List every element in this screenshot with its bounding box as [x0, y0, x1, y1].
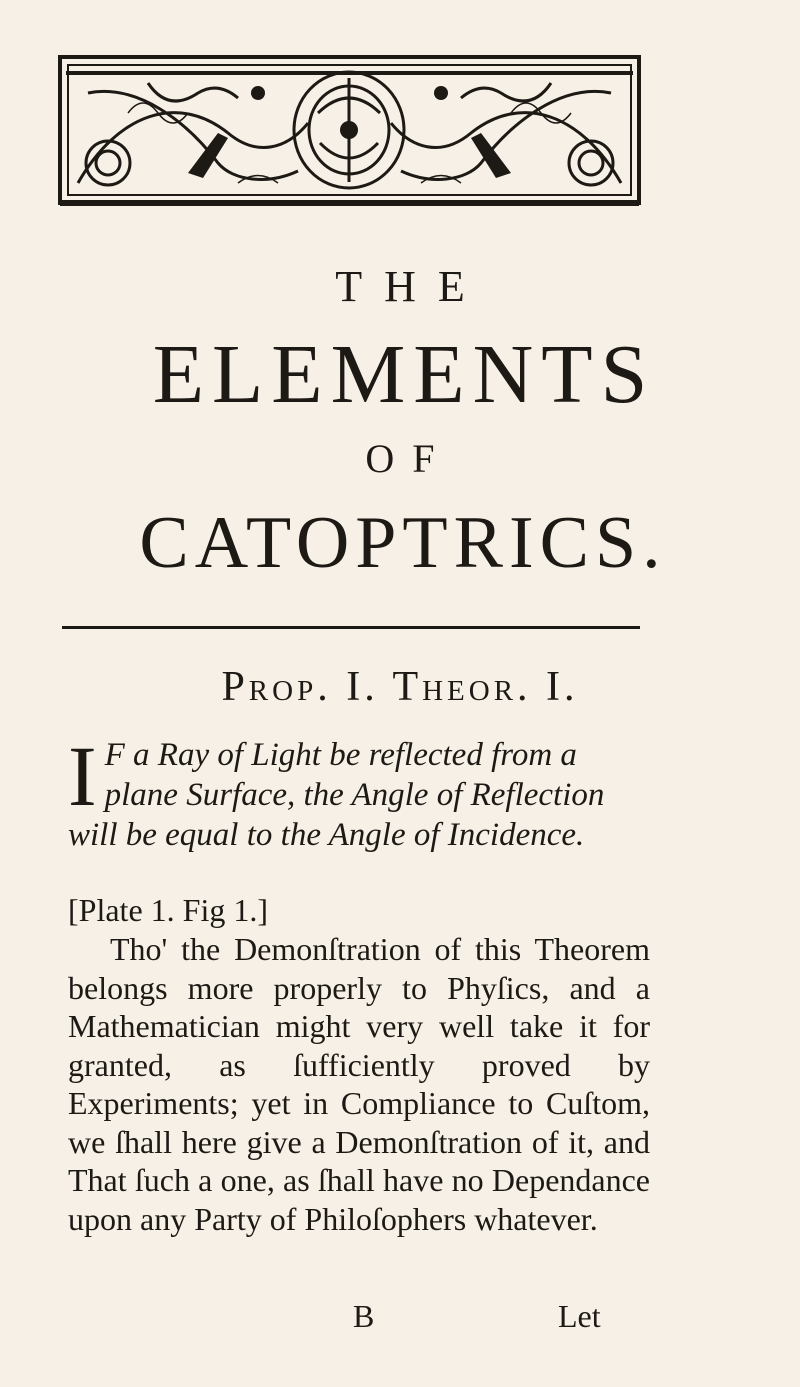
title-subject: CATOPTRICS.	[139, 502, 667, 584]
title-of: OF	[365, 436, 453, 481]
title-main: ELEMENTS	[152, 328, 656, 421]
title-the: THE	[335, 262, 487, 311]
plate-reference: [Plate 1. Fig 1.]	[68, 892, 268, 928]
body-paragraph: Tho' the Demonſtration of this Theorem belongs more properly to Phyſics, and a Mathematician might very well take it for granted, as ſufficiently proved by Experiments; yet in Compliance to Cuſtom, we ſhall here give a Demonſtration of it, and That ſuch a one, as ſhall have no Dependance upon any Party of Philoſophers whatever.	[68, 931, 650, 1237]
proposition-heading: Prop. I. Theor. I.	[221, 664, 579, 710]
drop-cap: I	[68, 728, 97, 824]
catchword: Let	[558, 1298, 601, 1334]
proposition-text	[68, 728, 650, 855]
signature-mark: B	[353, 1298, 375, 1334]
ornamental-headpiece-icon	[58, 53, 641, 207]
horizontal-rule	[62, 626, 640, 629]
proposition-body: F a Ray of Light be reflected from a plane Surface, the Angle of Reflection will be equal to the Angle of Incidence.	[68, 737, 605, 853]
